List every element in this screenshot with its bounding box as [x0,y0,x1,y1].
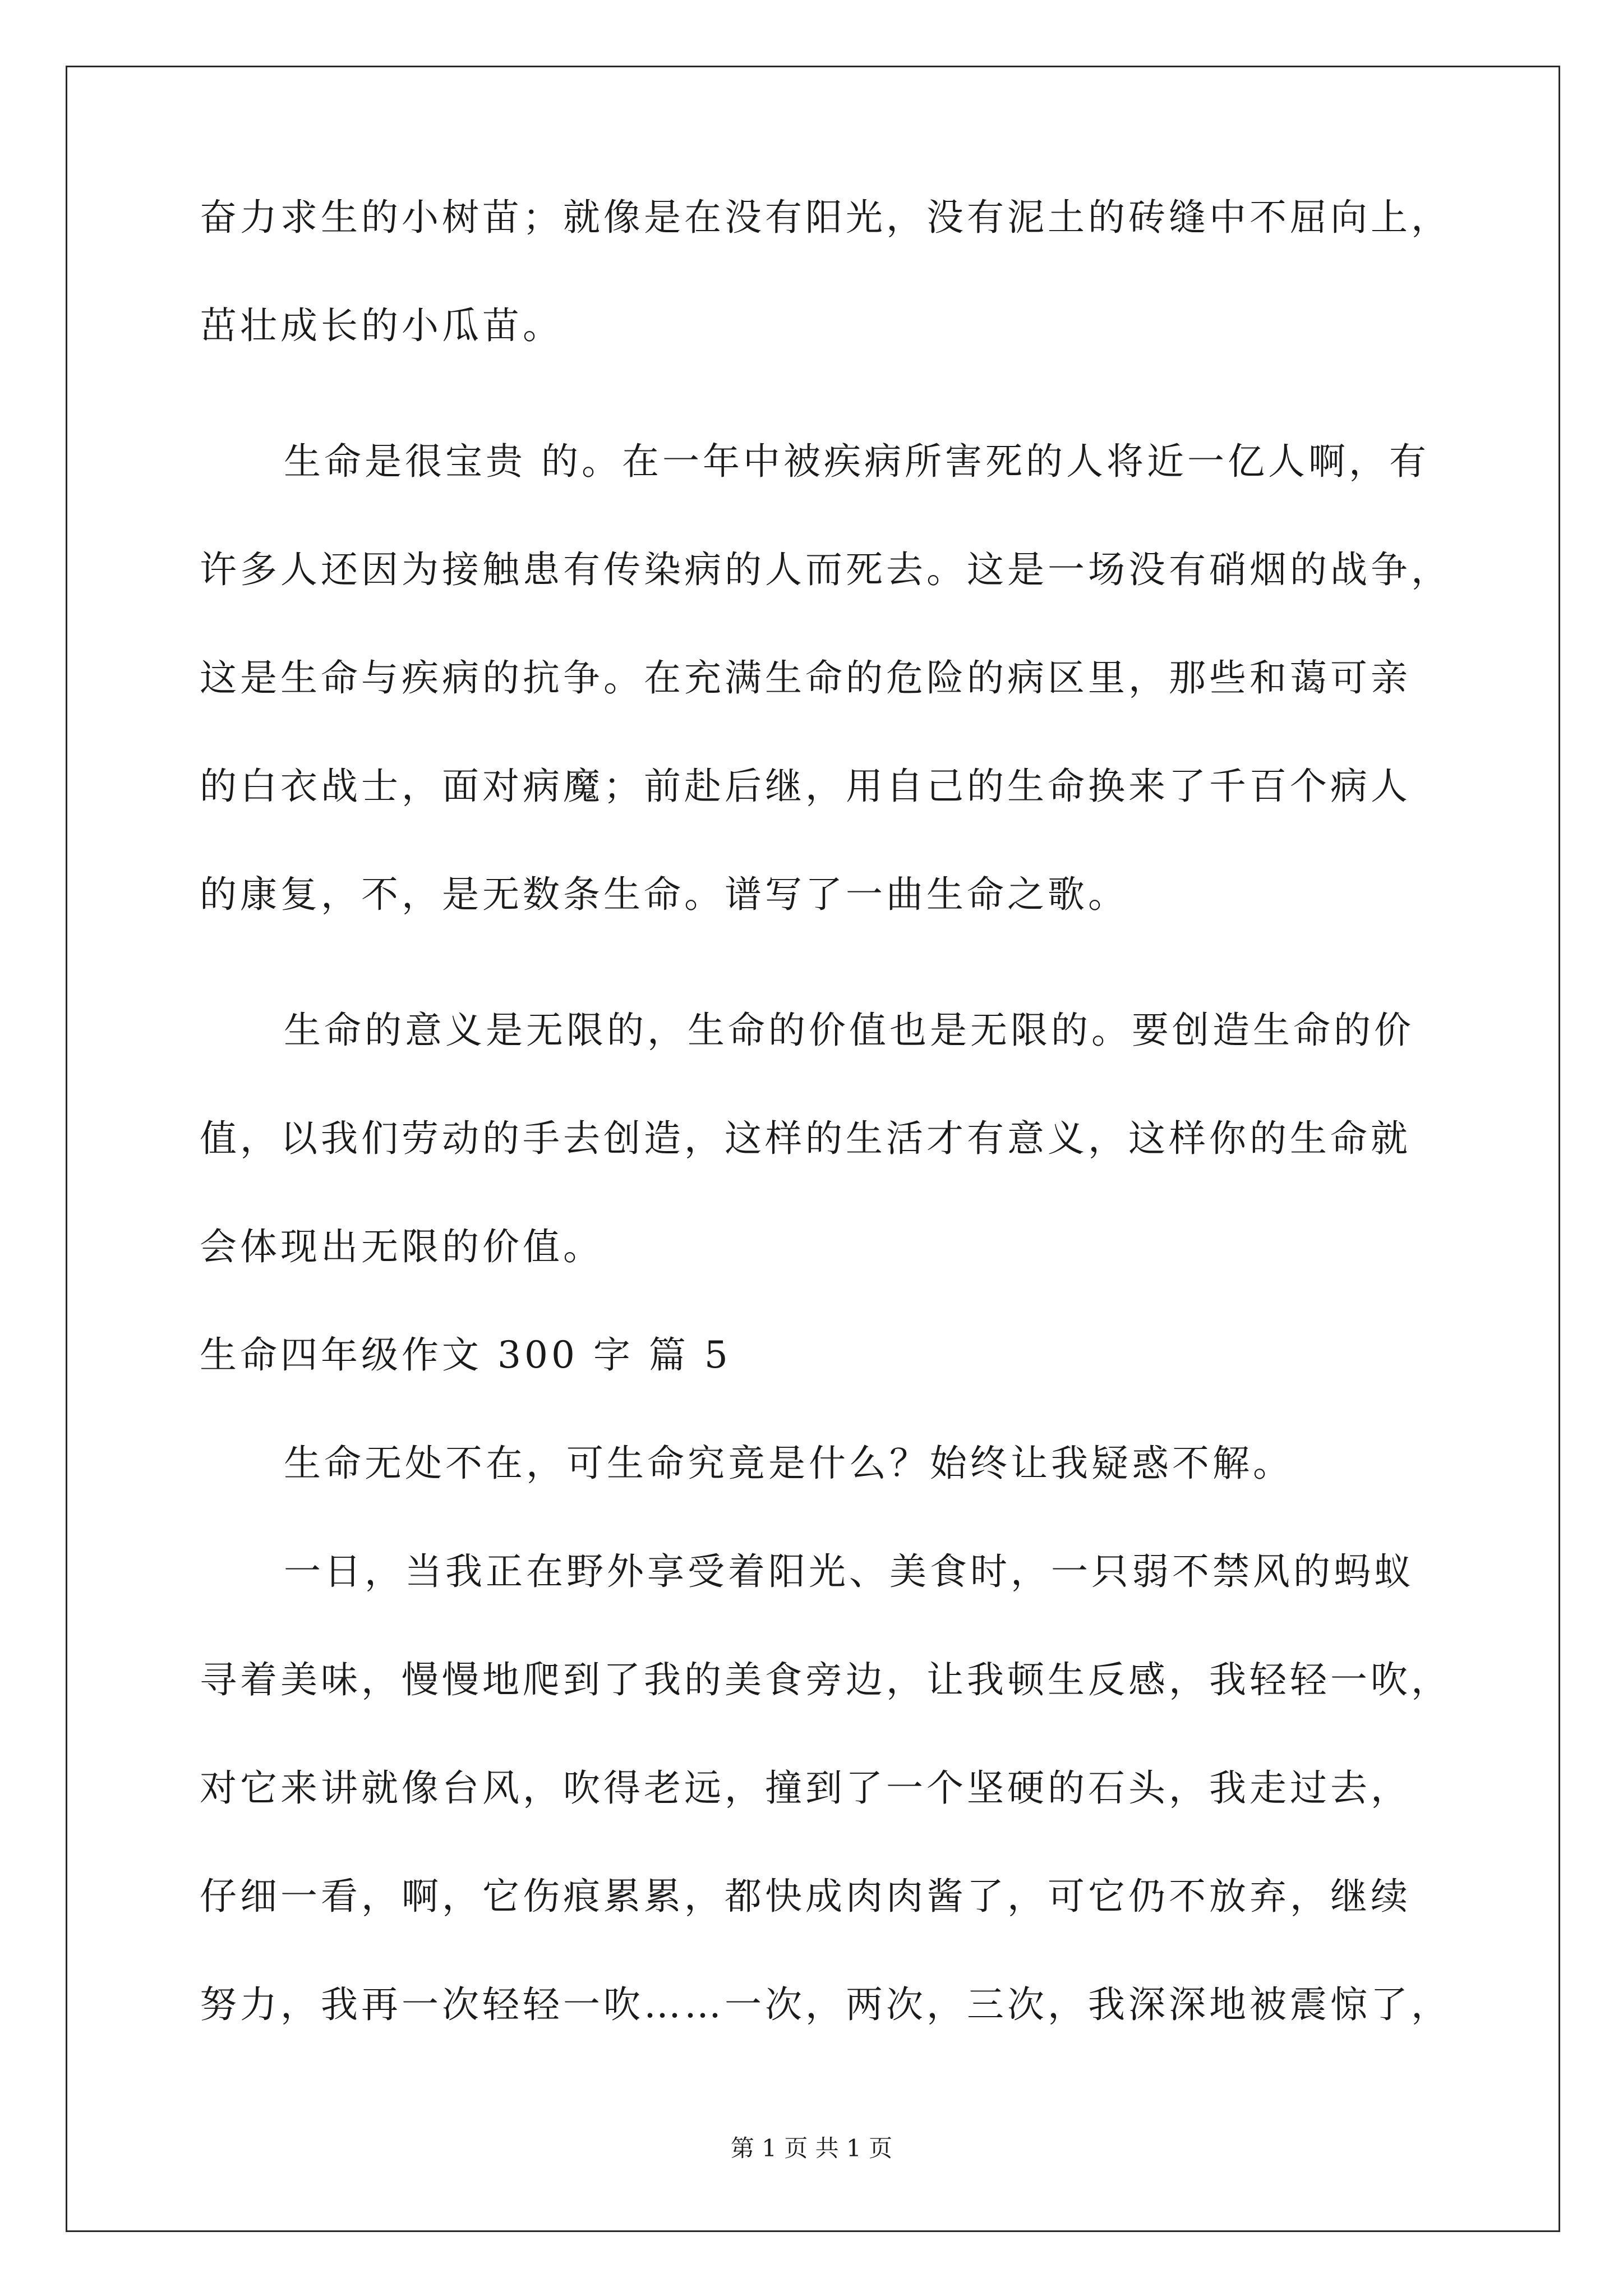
text-line: 努力，我再一次轻轻一吹……一次，两次，三次，我深深地被震惊了， [200,1983,1451,2026]
text-line: 对它来讲就像台风，吹得老远，撞到了一个坚硬的石头，我走过去， [200,1766,1411,1810]
paragraph-start-line: 生命无处不在，可生命究竟是什么？始终让我疑惑不解。 [284,1442,1293,1485]
text-line: 寻着美味，慢慢地爬到了我的美食旁边，让我顿生反感，我轻轻一吹， [200,1658,1451,1701]
text-line: 的白衣战士，面对病魔；前赴后继，用自己的生命换来了千百个病人 [200,765,1411,808]
paragraph-start-line: 生命是很宝贵 的。在一年中被疾病所害死的人将近一亿人啊，有 [284,440,1430,483]
text-line: 的康复，不，是无数条生命。谱写了一曲生命之歌。 [200,873,1128,916]
text-line: 茁壮成长的小瓜苗。 [200,304,563,347]
paragraph-start-line: 生命的意义是无限的，生命的价值也是无限的。要创造生命的价 [284,1009,1414,1052]
text-line: 许多人还因为接触患有传染病的人而死去。这是一场没有硝烟的战争， [200,548,1451,591]
text-line: 这是生命与疾病的抗争。在充满生命的危险的病区里，那些和蔼可亲 [200,656,1411,700]
text-line: 会体现出无限的价值。 [200,1225,603,1268]
paragraph-start-line: 一日，当我正在野外享受着阳光、美食时，一只弱不禁风的蚂蚁 [284,1550,1414,1593]
text-line: 值，以我们劳动的手去创造，这样的生活才有意义，这样你的生命就 [200,1117,1411,1160]
text-line: 仔细一看，啊，它伤痕累累，都快成肉肉酱了，可它仍不放弃，继续 [200,1875,1411,1918]
text-line: 奋力求生的小树苗；就像是在没有阳光，没有泥土的砖缝中不屈向上， [200,196,1451,239]
section-heading: 生命四年级作文 300 字 篇 5 [200,1333,731,1377]
page-number-footer: 第 1 页 共 1 页 [730,2134,893,2162]
